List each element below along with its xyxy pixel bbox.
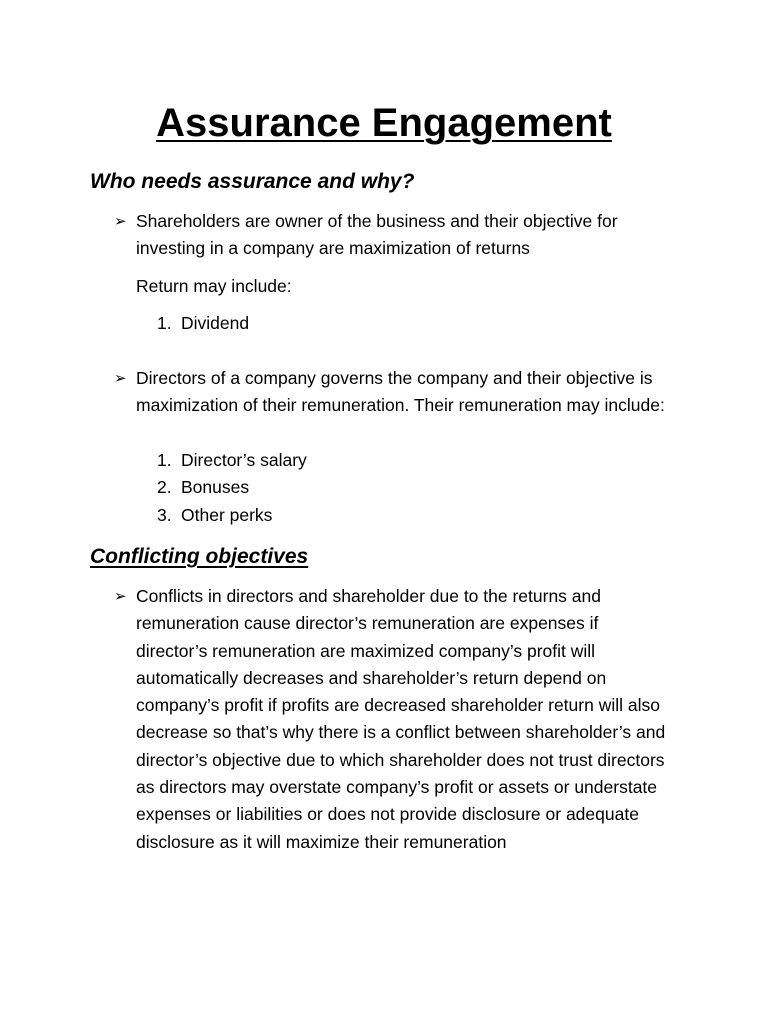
bullet-shareholders-text: Shareholders are owner of the business and their objective for investing in a company are maximization of returns [136, 211, 618, 259]
bullet-directors-text: Directors of a company governs the company and their objective is maximization of their remuneration. Their remuneration may include: [136, 368, 665, 416]
bullet-directors [114, 365, 674, 420]
list-item [157, 310, 249, 337]
remuneration-list [157, 447, 307, 529]
arrow-bullet-icon: ➢ [114, 370, 127, 387]
list-item-text: Bonuses [181, 477, 250, 498]
list-item-text: Other perks [181, 504, 273, 525]
list-item-number: 1. [157, 450, 172, 470]
list-item [157, 502, 307, 529]
bullet-conflicts [114, 583, 674, 856]
section-heading-who-needs-assurance: Who needs assurance and why? [90, 170, 415, 193]
section-heading-conflicting-objectives: Conflicting objectives [90, 545, 309, 568]
bullet-conflicts-text: Conflicts in directors and shareholder due to the returns and remuneration cause director’s remuneration are expenses if director’s remuneration are maximized company’s profit will automatically decreases and shareholder’s return depend on company’s profit if profits are decreased shareholder return will also decrease so that’s why there is a conflict between shareholder’s and director’s objective due to which shareholder does not trust directors as directors may overstate company’s profit or assets or understate expenses or liabilities or does not provide disclosure or adequate disclosure as it will maximize their remuneration [136, 586, 666, 852]
list-item-number: 1. [157, 313, 172, 333]
list-item [157, 474, 307, 501]
document-title: Assurance Engagement [156, 101, 612, 145]
arrow-bullet-icon: ➢ [114, 588, 127, 605]
bullet-shareholders [114, 208, 674, 263]
list-item-number: 2. [157, 477, 172, 498]
list-item-text: Director’s salary [181, 450, 307, 470]
arrow-bullet-icon: ➢ [114, 213, 127, 230]
return-note: Return may include: [136, 276, 292, 296]
list-item-text: Dividend [181, 313, 250, 333]
returns-list [157, 310, 249, 337]
list-item-number: 3. [157, 504, 172, 525]
list-item [157, 447, 307, 474]
